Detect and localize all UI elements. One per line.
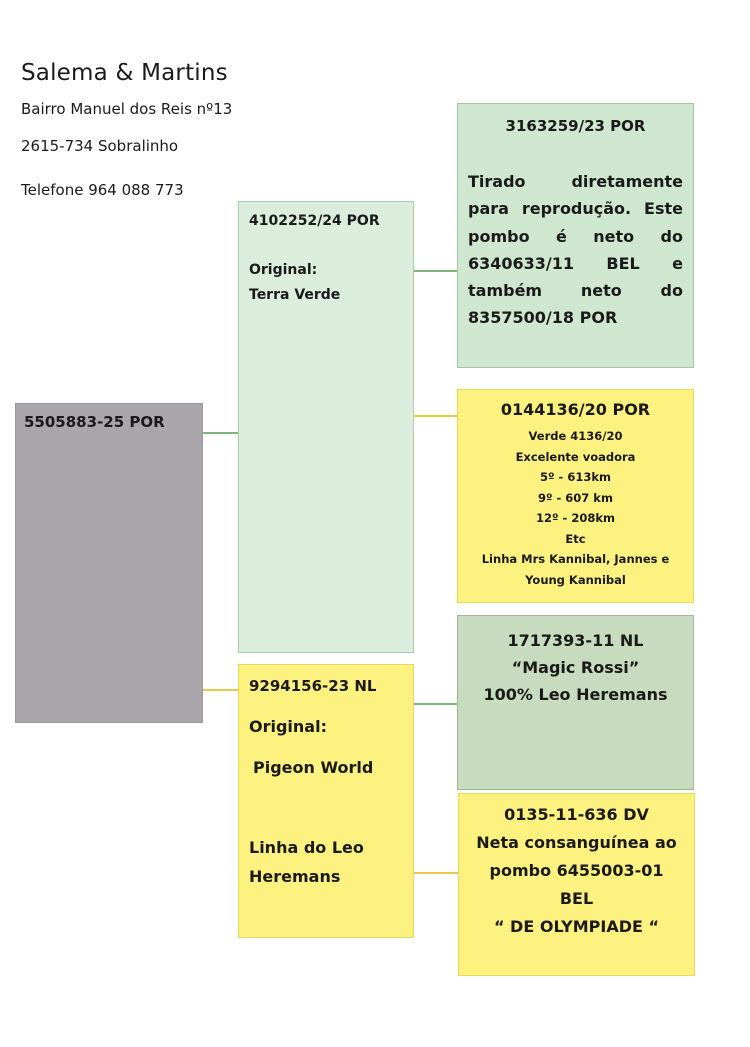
sire-dam-detail-line: Verde 4136/20	[528, 429, 623, 443]
sire-sire-desc-line: para reprodução. Este	[468, 199, 683, 219]
dam-dam-ring: 0135-11-636 DV	[504, 805, 649, 824]
sire-dam-detail-line: Etc	[565, 531, 586, 546]
connector-subject-sire	[202, 432, 239, 434]
sire-sire-desc-line: 8357500/18 POR	[468, 308, 618, 328]
sire-dam-detail-line: Young Kannibal	[525, 572, 626, 587]
dam-line-1: Linha do Leo	[249, 838, 364, 857]
breeder-name: Salema & Martins	[21, 60, 228, 86]
dam-sire-box	[457, 615, 694, 790]
subject-box	[15, 403, 203, 723]
dam-box	[238, 664, 414, 938]
subject-ring: 5505883-25 POR	[24, 413, 165, 431]
dam-dam-line: Neta consanguínea ao	[476, 833, 677, 852]
sire-dam-ring: 0144136/20 POR	[500, 400, 651, 419]
sire-sire-desc-line: 6340633/11 BEL e	[468, 253, 683, 273]
dam-sire-line: 100% Leo Heremans	[483, 685, 668, 704]
sire-dam-box	[457, 389, 694, 603]
dam-sire-details	[458, 627, 693, 708]
sire-origin-label: Original:	[249, 262, 318, 278]
dam-origin: Pigeon World	[253, 758, 374, 777]
dam-dam-line: “ DE OLYMPIADE “	[493, 917, 660, 936]
sire-dam-detail-line: 5º - 613km	[540, 470, 611, 484]
connector-dam-dam	[413, 872, 459, 874]
sire-dam-detail-line: Linha Mrs Kannibal, Jannes e	[481, 552, 670, 566]
sire-sire-desc-line: Tirado diretamente	[468, 172, 683, 191]
breeder-address: Bairro Manuel dos Reis nº13	[21, 100, 233, 118]
dam-dam-details	[459, 801, 694, 941]
connector-subject-dam	[202, 689, 239, 691]
connector-sire-dam	[413, 415, 458, 417]
sire-origin: Terra Verde	[249, 287, 341, 303]
dam-dam-line: pombo 6455003-01	[489, 861, 664, 880]
sire-sire-ring: 3163259/23 POR	[505, 117, 646, 135]
dam-line-2: Heremans	[249, 867, 341, 886]
breeder-phone: Telefone 964 088 773	[21, 181, 184, 199]
dam-origin-label: Original:	[249, 717, 327, 736]
sire-sire-desc-line: também neto do	[468, 281, 683, 301]
dam-dam-line: BEL	[559, 889, 594, 908]
dam-sire-ring: 1717393-11 NL	[507, 631, 644, 650]
sire-dam-detail-line: 9º - 607 km	[538, 490, 613, 505]
sire-sire-box	[457, 103, 694, 368]
connector-sire-sire	[413, 270, 458, 272]
dam-dam-box	[458, 793, 695, 976]
sire-ring: 4102252/24 POR	[249, 213, 380, 229]
connector-dam-sire	[413, 703, 458, 705]
sire-dam-details	[458, 426, 693, 590]
sire-box	[238, 201, 414, 653]
dam-sire-nickname: “Magic Rossi”	[511, 658, 640, 677]
sire-dam-detail-line: 12º - 208km	[536, 511, 615, 525]
breeder-postal: 2615-734 Sobralinho	[21, 137, 179, 155]
sire-sire-desc-line: pombo é neto do	[468, 226, 683, 246]
sire-dam-detail-line: Excelente voadora	[515, 449, 636, 464]
dam-ring: 9294156-23 NL	[249, 677, 377, 695]
sire-sire-description	[468, 168, 683, 332]
